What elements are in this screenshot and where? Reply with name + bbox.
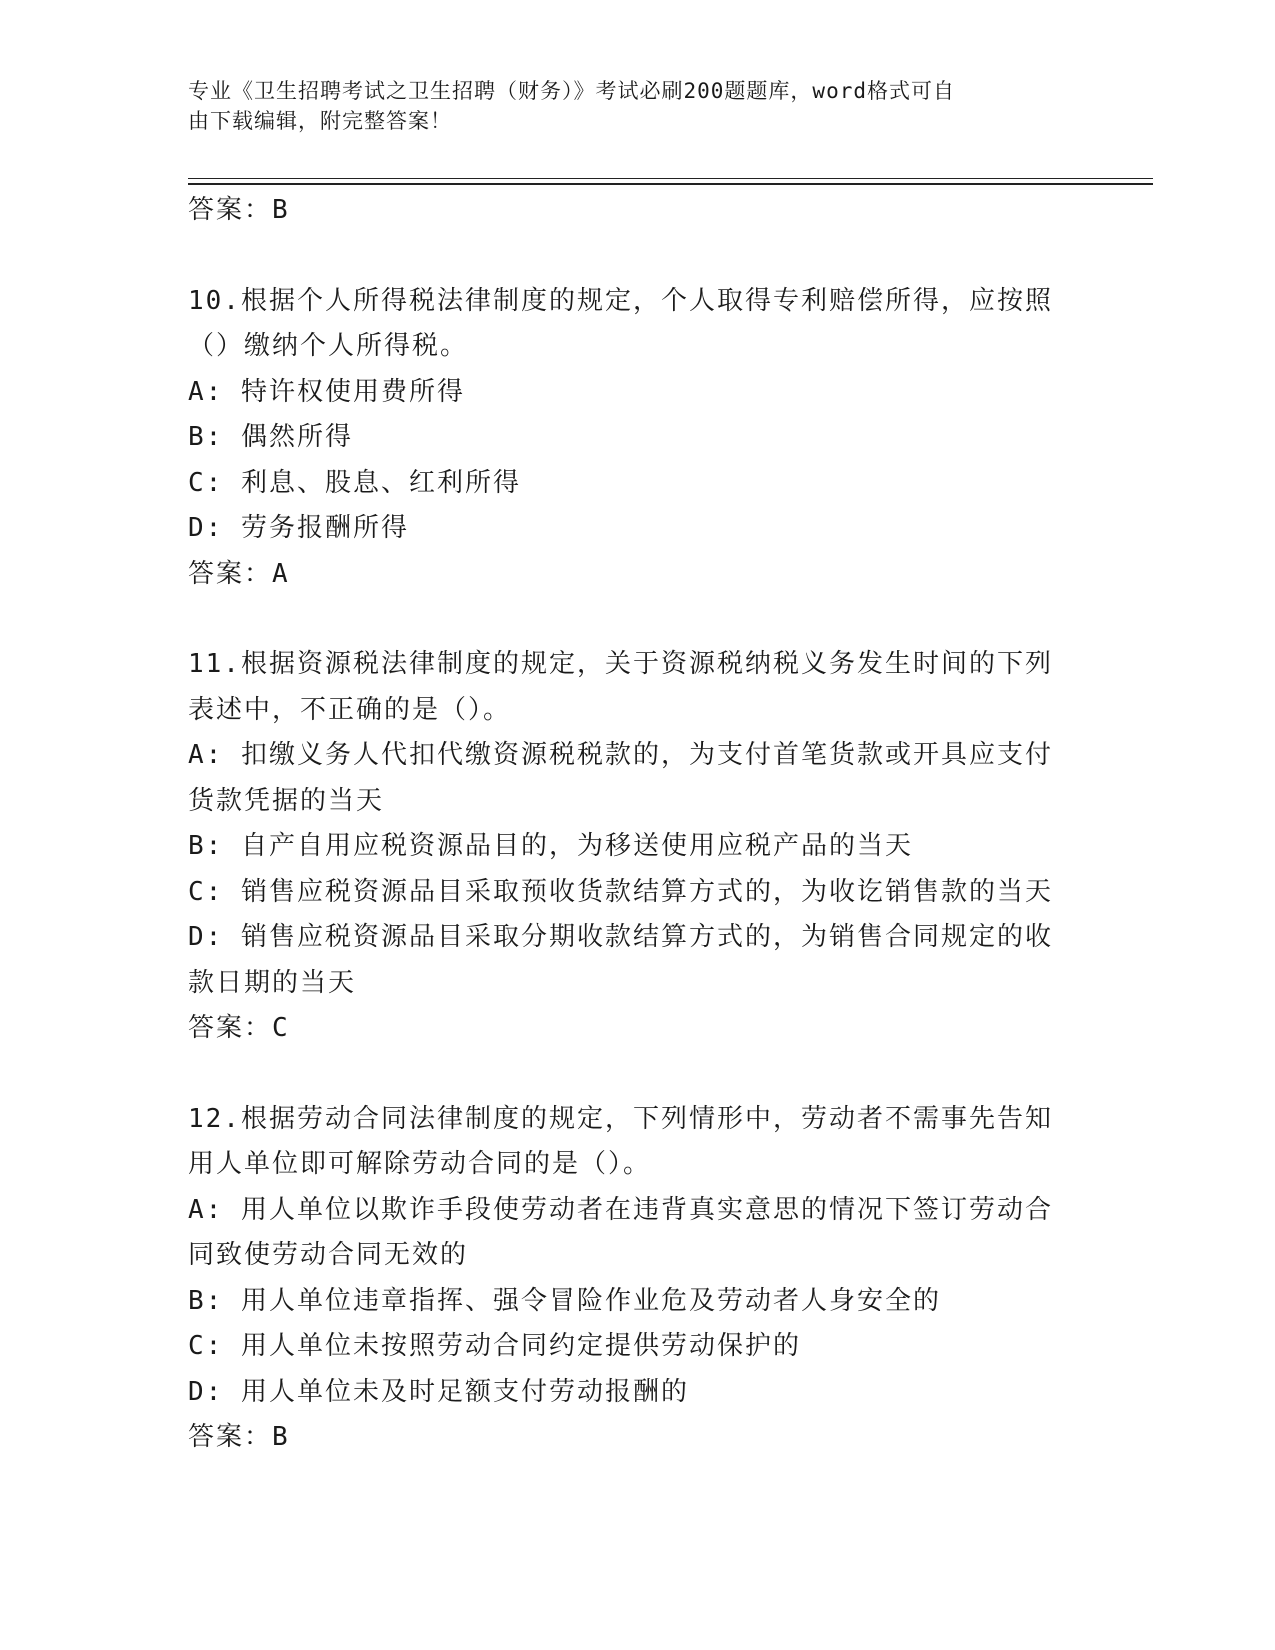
question-stem-line: 11.根据资源税法律制度的规定，关于资源税纳税义务发生时间的下列: [188, 649, 1053, 679]
answer-line: 答案：A: [188, 558, 290, 589]
question-stem-line: 表述中，不正确的是（）。: [188, 694, 512, 725]
option-a: A: 特许权使用费所得: [188, 376, 465, 407]
option-b: B: 偶然所得: [188, 422, 353, 452]
spacer: [188, 597, 1068, 642]
option-c: C: 用人单位未按照劳动合同约定提供劳动保护的: [188, 1331, 801, 1361]
question-stem-line: （）缴纳个人所得税。: [188, 331, 469, 361]
option-b: B: 自产自用应税资源品目的，为移送使用应税产品的当天: [188, 831, 913, 861]
option-d: D: 劳务报酬所得: [188, 513, 409, 543]
option-c: C: 销售应税资源品目采取预收货款结算方式的，为收讫销售款的当天: [188, 876, 1053, 907]
option-d: D: 用人单位未及时足额支付劳动报酬的: [188, 1376, 689, 1407]
question-list: [188, 188, 1068, 1461]
option-b: B: 用人单位违章指挥、强令冒险作业危及劳动者人身安全的: [188, 1285, 941, 1316]
question-stem-line: 12.根据劳动合同法律制度的规定，下列情形中，劳动者不需事先告知: [188, 1103, 1053, 1134]
option-c: C: 利息、股息、红利所得: [188, 467, 521, 498]
option-d: D: 销售应税资源品目采取分期收款结算方式的，为销售合同规定的收: [188, 922, 1053, 952]
option-a-continued: 货款凭据的当天: [188, 785, 385, 816]
question-stem-line: 10.根据个人所得税法律制度的规定，个人取得专利赔偿所得，应按照: [188, 285, 1053, 316]
option-d-continued: 款日期的当天: [188, 967, 357, 998]
question-item: [188, 279, 1068, 598]
question-stem-line: 用人单位即可解除劳动合同的是（）。: [188, 1149, 652, 1179]
answer-line: 答案：B: [188, 1422, 290, 1452]
question-item: [188, 642, 1068, 1052]
option-a: A: 扣缴义务人代扣代缴资源税税款的，为支付首笔货款或开具应支付: [188, 740, 1053, 770]
header-divider-thick: [188, 183, 1153, 185]
answer-line: 答案：C: [188, 1013, 290, 1043]
previous-answer: 答案：B: [188, 195, 290, 225]
document-header: [188, 76, 1068, 136]
spacer: [188, 1052, 1068, 1097]
option-a-continued: 同致使劳动合同无效的: [188, 1240, 469, 1270]
option-a: A: 用人单位以欺诈手段使劳动者在违背真实意思的情况下签订劳动合: [188, 1194, 1053, 1225]
header-divider-thin: [188, 178, 1153, 179]
spacer: [188, 234, 1068, 279]
header-line-1: 专业《卫生招聘考试之卫生招聘（财务）》考试必刷200题题库，word格式可自: [188, 79, 955, 103]
question-item: [188, 1097, 1068, 1461]
header-line-2: 由下载编辑，附完整答案！: [188, 109, 452, 133]
